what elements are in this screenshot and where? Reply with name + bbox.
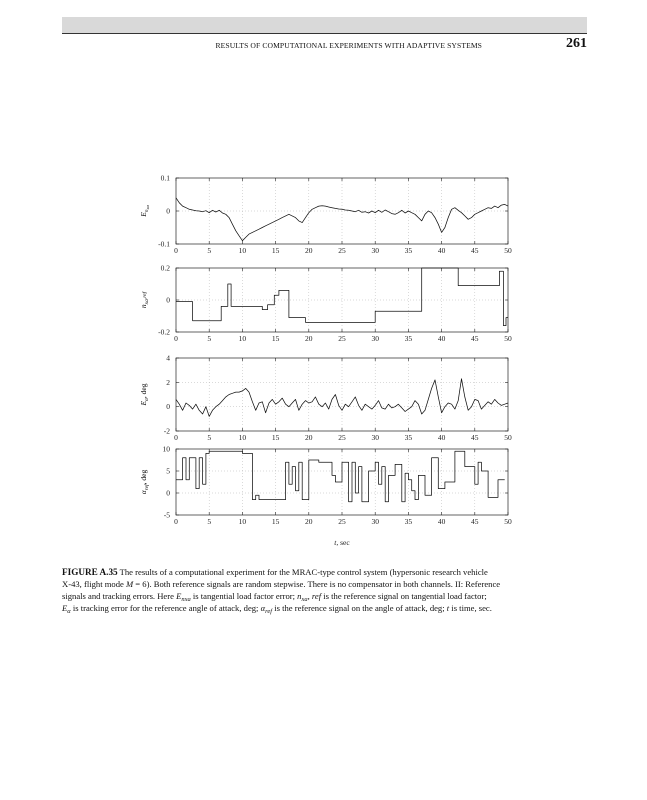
y-tick-label-3: 4 xyxy=(166,353,170,363)
x-tick-label-2: 50 xyxy=(504,334,512,343)
y-tick-label-2: 0 xyxy=(166,295,170,305)
y-tick-label-2: 0.2 xyxy=(160,263,170,273)
y-tick-label-2: -0.2 xyxy=(158,327,170,337)
x-tick-label-4: 0 xyxy=(174,517,178,526)
x-tick-label-4: 30 xyxy=(371,517,379,526)
y-tick-label-1: -0.1 xyxy=(158,239,170,249)
caption-line-1: FIGURE A.35 The results of a computational experiment for the MRAC-type control system (hypersonic research vehicle xyxy=(62,567,488,577)
page-number: 261 xyxy=(566,36,587,51)
caption-line-3: signals and tracking errors. Here $E_{nxa}$ is tangential load factor error; $n_{xa}$, ref is the reference signal on tangential load factor; xyxy=(62,591,487,603)
x-tick-label-3: 5 xyxy=(207,433,212,442)
x-tick-label-2: 35 xyxy=(404,334,413,343)
x-tick-label-1: 40 xyxy=(437,246,446,255)
y-axis-label-3 xyxy=(139,383,150,406)
y-tick-label-1: 0 xyxy=(166,206,170,216)
x-tick-label-1: 25 xyxy=(338,246,346,255)
x-tick-label-2: 10 xyxy=(238,334,247,343)
y-tick-label-3: -2 xyxy=(163,426,170,436)
x-tick-label-1: 0 xyxy=(174,246,178,255)
x-tick-label-3: 10 xyxy=(238,433,247,442)
y-tick-label-4: 10 xyxy=(162,444,170,454)
x-tick-label-3: 50 xyxy=(504,433,512,442)
x-tick-label-3: 0 xyxy=(174,433,178,442)
x-tick-label-2: 5 xyxy=(207,334,212,343)
y-tick-label-4: 5 xyxy=(166,466,170,476)
x-tick-label-2: 45 xyxy=(471,334,479,343)
x-tick-label-3: 15 xyxy=(271,433,280,442)
x-tick-label-4: 15 xyxy=(271,517,280,526)
x-tick-label-2: 30 xyxy=(371,334,379,343)
x-tick-label-3: 25 xyxy=(338,433,346,442)
x-tick-label-4: 40 xyxy=(437,517,446,526)
series-line-4 xyxy=(176,451,505,502)
x-tick-label-3: 20 xyxy=(305,433,313,442)
y-axis-label-4 xyxy=(139,470,150,495)
ylabel-1: $E_nxa$ xyxy=(139,205,150,217)
y-tick-label-3: 2 xyxy=(166,377,170,387)
x-tick-label-2: 25 xyxy=(338,334,346,343)
x-tick-label-4: 20 xyxy=(305,517,313,526)
y-axis-label-2 xyxy=(139,290,150,308)
x-tick-label-3: 40 xyxy=(437,433,446,442)
x-axis-label: t, sec xyxy=(334,538,350,547)
x-tick-label-1: 35 xyxy=(404,246,413,255)
x-tick-label-2: 40 xyxy=(437,334,446,343)
y-tick-label-4: -5 xyxy=(163,510,170,520)
x-tick-label-1: 30 xyxy=(371,246,379,255)
x-tick-label-3: 30 xyxy=(371,433,379,442)
y-tick-label-4: 0 xyxy=(166,488,170,498)
ylabel-4: $\alpha_{ref}$, deg xyxy=(139,469,150,495)
ylabel-2: $n_{xa}^{,ref}$ xyxy=(139,291,150,309)
x-tick-label-1: 50 xyxy=(504,246,512,255)
x-tick-label-4: 45 xyxy=(471,517,479,526)
running-head: RESULTS OF COMPUTATIONAL EXPERIMENTS WITH ADAPTIVE SYSTEMS xyxy=(215,41,482,50)
x-tick-label-3: 35 xyxy=(404,433,413,442)
caption-line-4: $E_\alpha$ is tracking error for the reference angle of attack, deg; $\alpha_{ref}$ is the reference signal on the angle of attack, deg; t is time, sec. xyxy=(62,603,492,615)
x-tick-label-4: 50 xyxy=(504,517,512,526)
x-tick-label-1: 5 xyxy=(207,246,212,255)
y-axis-label-1 xyxy=(139,204,150,217)
caption-line-2: X-43, flight mode M = 6). Both reference signals are random stepwise. There is no compensator in both channels. II: Reference xyxy=(62,579,501,589)
x-tick-label-1: 20 xyxy=(305,246,313,255)
series-line-1 xyxy=(176,198,508,241)
y-tick-label-3: 0 xyxy=(166,402,170,412)
x-tick-label-1: 45 xyxy=(471,246,479,255)
x-tick-label-4: 5 xyxy=(207,517,212,526)
x-tick-label-4: 25 xyxy=(338,517,346,526)
x-tick-label-3: 45 xyxy=(471,433,479,442)
figure-label: FIGURE A.35 xyxy=(62,567,118,577)
x-tick-label-1: 10 xyxy=(238,246,247,255)
x-tick-label-2: 15 xyxy=(271,334,280,343)
x-tick-label-1: 15 xyxy=(271,246,280,255)
x-tick-label-4: 35 xyxy=(404,517,413,526)
x-tick-label-4: 10 xyxy=(238,517,247,526)
x-tick-label-2: 0 xyxy=(174,334,178,343)
ylabel-3: $E_\alpha$, deg xyxy=(139,383,150,406)
x-tick-label-2: 20 xyxy=(305,334,313,343)
y-tick-label-1: 0.1 xyxy=(160,173,170,183)
